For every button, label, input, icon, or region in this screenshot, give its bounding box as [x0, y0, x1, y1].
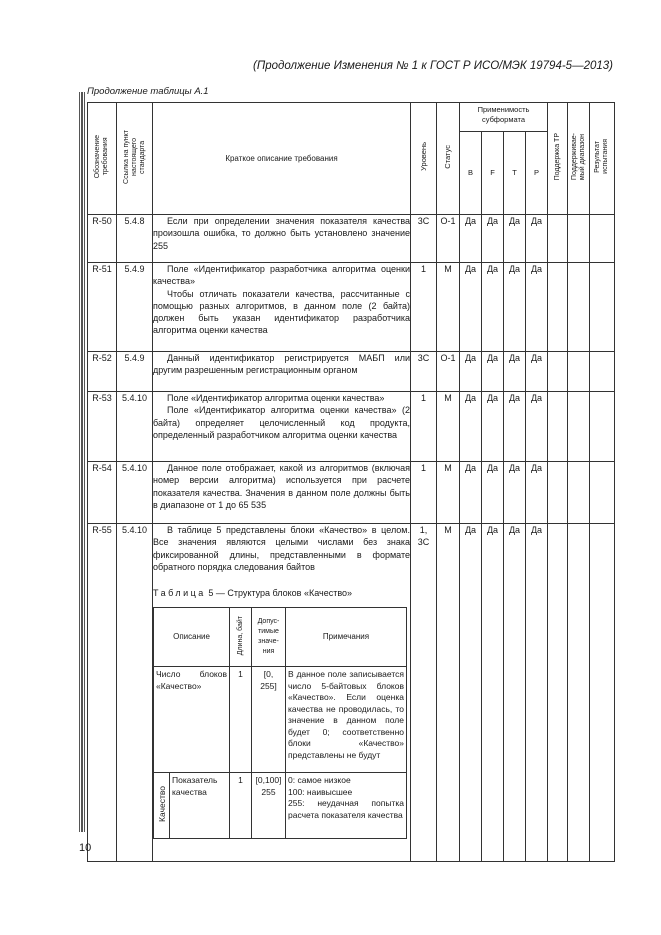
row-description: Данное поле отображает, какой из алгоритмов (включая номер версии алгоритма) используется при расчете показателя качества. Значения в данном поле должны быть в диапазоне от 1 до 65 535	[153, 462, 411, 524]
row-b: Да	[460, 392, 482, 462]
col-reference: Ссылка на пункт настоящего стандарта	[117, 103, 153, 215]
table-row	[88, 524, 615, 862]
table-row	[88, 215, 615, 263]
row-ref: 5.4.9	[117, 352, 153, 392]
t5-row2-notes: 0: самое низкое 100: наивысшее 255: неудачная попытка расчета показателя качества	[286, 773, 407, 839]
row-ref: 5.4.8	[117, 215, 153, 263]
t5-row1-allowed: [0, 255]	[252, 667, 286, 773]
row-status: M	[437, 462, 460, 524]
margin-line	[82, 92, 85, 832]
row-t: Да	[504, 352, 526, 392]
t5-group-label: Качество	[154, 773, 170, 839]
row-id: R-51	[88, 263, 117, 352]
row-f: Да	[482, 352, 504, 392]
row-id: R-53	[88, 392, 117, 462]
t5-row2-desc: Показатель качества	[170, 773, 230, 839]
page-header: (Продолжение Изменения № 1 к ГОСТ Р ИСО/МЭК 19794-5—2013)	[253, 60, 613, 72]
t5-row2-allowed: [0,100] 255	[252, 773, 286, 839]
col-designation: Обозначение требования	[88, 103, 117, 215]
row-ref: 5.4.10	[117, 524, 153, 862]
table-row	[88, 462, 615, 524]
row-description: Данный идентификатор регистрируется МАБП или другим разрешенным регистрационным органом	[153, 352, 411, 392]
col-supported-range: Поддерживае- мый диапазон	[568, 103, 590, 215]
row-t: Да	[504, 524, 526, 862]
t5-row1-len: 1	[230, 667, 252, 773]
row-ref: 5.4.10	[117, 462, 153, 524]
table5-caption: Таблица 5 — Структура блоков «Качество»	[153, 588, 353, 599]
row-p: Да	[526, 352, 548, 392]
row-level: 1	[411, 462, 437, 524]
row-id: R-55	[88, 524, 117, 862]
row-status: M	[437, 263, 460, 352]
col-sub-p: P	[526, 132, 548, 215]
col-applicability: Применимость субформата	[460, 103, 548, 132]
row-description: Если при определении значения показателя качества произошла ошибка, то должно быть установлено значение 255	[153, 215, 411, 263]
row-status: M	[437, 392, 460, 462]
col-status: Статус	[437, 103, 460, 215]
row-t: Да	[504, 215, 526, 263]
row-p: Да	[526, 462, 548, 524]
row-p: Да	[526, 215, 548, 263]
col-level: Уровень	[411, 103, 437, 215]
row-f: Да	[482, 215, 504, 263]
t5-col-allowed: Допус- тимые значе- ния	[252, 608, 286, 667]
row-b: Да	[460, 215, 482, 263]
col-sub-b: B	[460, 132, 482, 215]
t5-col-notes: Примечания	[286, 608, 407, 667]
row-b: Да	[460, 352, 482, 392]
row-t: Да	[504, 462, 526, 524]
row-status: O-1	[437, 352, 460, 392]
col-description: Краткое описание требования	[153, 103, 411, 215]
row-description: В таблице 5 представлены блоки «Качество» в целом. Все значения являются целыми числами без знака фиксированной длины, представленными в формате обратного порядка следования байтов Таблица 5 — Структура блоков «Качество» Описание Длина, байт Допус- тимые значе- ния Примечания Число блоков «Качество» 1 [0, 255] В данное поле записывается число 5-байтовых блоков «Качество». Если оценка качества не проводилась, то значение в данном поле будет 0; соответственно блоки «Качество» представлены не будут Качество Показатель качества 1 [0,100] 255 0: самое низкое 100: наивысшее 255: неудачная попытка расчета показателя качества	[153, 524, 411, 862]
row-level: 1	[411, 392, 437, 462]
t5-col-length: Длина, байт	[230, 608, 252, 667]
t5-row1-desc: Число блоков «Качество»	[154, 667, 230, 773]
row-f: Да	[482, 263, 504, 352]
row-f: Да	[482, 462, 504, 524]
row-description: Поле «Идентификатор разработчика алгоритма оценки качества» Чтобы отличать показатели качества, рассчитанные с помощью разных алгоритмов, в данном поле (2 байта) должен быть указан идентификатор разработчика алгоритма оценки качества	[153, 263, 411, 352]
col-sub-t: T	[504, 132, 526, 215]
col-sub-f: F	[482, 132, 504, 215]
row-b: Да	[460, 524, 482, 862]
row-level: 1, 3С	[411, 524, 437, 862]
page-number: 10	[79, 842, 92, 854]
table-continuation-label: Продолжение таблицы А.1	[87, 86, 209, 97]
row-f: Да	[482, 524, 504, 862]
row-t: Да	[504, 263, 526, 352]
row-b: Да	[460, 263, 482, 352]
col-supported-tr: Поддержка ТР	[548, 103, 568, 215]
row-status: O-1	[437, 215, 460, 263]
table-row	[88, 392, 615, 462]
table-row	[88, 263, 615, 352]
row-level: 3С	[411, 352, 437, 392]
row-id: R-52	[88, 352, 117, 392]
table5	[153, 607, 407, 839]
row-id: R-50	[88, 215, 117, 263]
t5-row2-len: 1	[230, 773, 252, 839]
col-test-result: Результат испытания	[590, 103, 615, 215]
row-level: 1	[411, 263, 437, 352]
row-ref: 5.4.10	[117, 392, 153, 462]
row-p: Да	[526, 392, 548, 462]
row-p: Да	[526, 263, 548, 352]
t5-row1-notes: В данное поле записывается число 5-байтовых блоков «Качество». Если оценка качества не проводилась, то значение в данном поле будет 0; соответственно блоки «Качество» представлены не будут	[286, 667, 407, 773]
row-level: 3С	[411, 215, 437, 263]
table-row	[88, 352, 615, 392]
row-p: Да	[526, 524, 548, 862]
requirements-table	[87, 102, 615, 862]
row-description: Поле «Идентификатор алгоритма оценки качества» Поле «Идентификатор алгоритма оценки качества» (2 байта) определяет целочисленный код продукта, определенный разработчиком алгоритма оценки качества	[153, 392, 411, 462]
row-ref: 5.4.9	[117, 263, 153, 352]
row-b: Да	[460, 462, 482, 524]
row-t: Да	[504, 392, 526, 462]
row-status: M	[437, 524, 460, 862]
row-f: Да	[482, 392, 504, 462]
t5-col-description: Описание	[154, 608, 230, 667]
row-id: R-54	[88, 462, 117, 524]
